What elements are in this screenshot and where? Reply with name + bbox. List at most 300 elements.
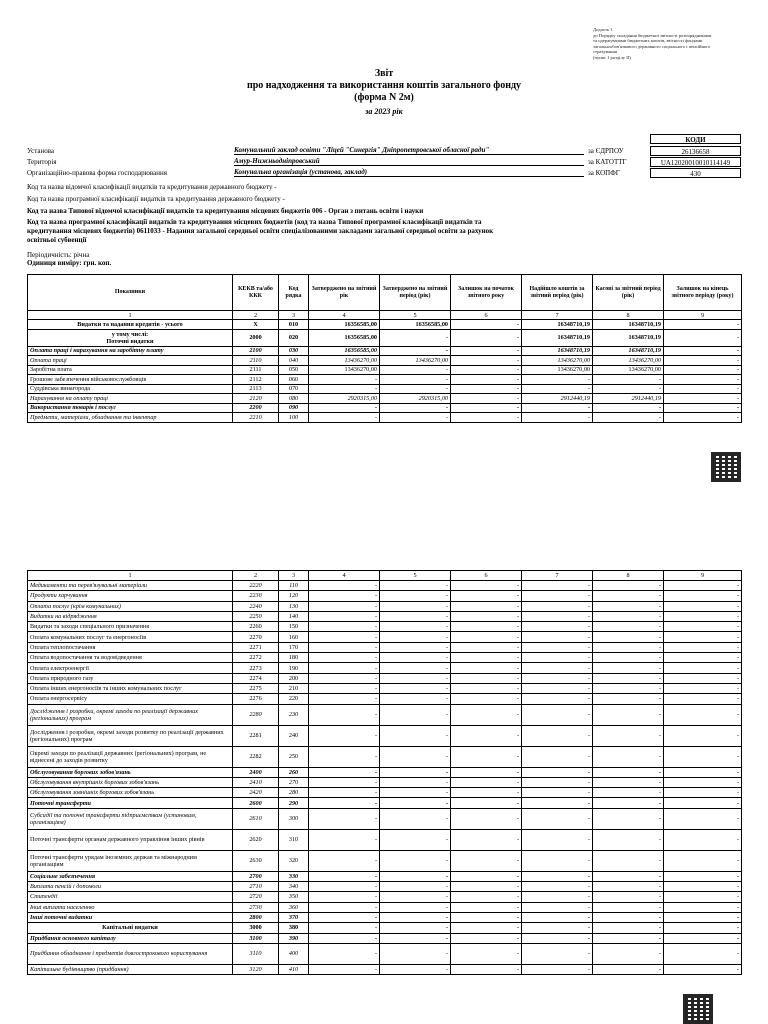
row-code: 270 [279,777,309,787]
value-cell: - [664,767,742,777]
row-label: Поточні трансферти [28,798,233,808]
value-cell: - [664,591,742,601]
value-cell: - [309,384,380,394]
value-cell: - [522,882,593,892]
row-label-line: Оплата праці [30,356,67,364]
value-cell: - [593,653,664,663]
row-code: 410 [279,964,309,974]
value-cell: - [664,704,742,725]
page-footer [27,508,741,514]
value-cell: - [451,933,522,943]
table-row [28,384,742,394]
row-label: Інші поточні видатки [28,912,233,922]
value-cell: - [380,882,451,892]
value-cell: - [380,850,451,871]
row-label-line: Використання товарів і послуг [30,404,116,412]
kekv-code: 2120 [233,394,279,404]
table-row [28,871,742,881]
value-cell: - [664,673,742,683]
periodicity: Періодичність: річна [27,251,90,259]
column-number: 3 [279,311,309,320]
value-cell: - [522,591,593,601]
column-numbers-row [28,311,742,320]
row-label: Придбання основного капіталу [28,933,233,943]
value-cell: 16356585,00 [309,329,380,346]
value-cell: - [451,694,522,704]
kekv-code: 2630 [233,850,279,871]
value-cell: - [451,798,522,808]
value-cell: - [380,767,451,777]
table-row [28,632,742,642]
row-code: 050 [279,365,309,375]
value-cell: - [593,850,664,871]
row-code: 200 [279,673,309,683]
column-number: 7 [522,571,593,581]
row-code: 060 [279,375,309,385]
value-cell: 2920315,00 [309,394,380,404]
qr-code-icon [711,452,741,482]
value-cell: - [451,622,522,632]
value-cell: - [451,365,522,375]
value-cell: - [380,923,451,933]
row-code: 360 [279,902,309,912]
column-header: Затверджено на звітний період (рік) [380,275,451,311]
value-cell: - [309,725,380,746]
value-cell: - [664,632,742,642]
value-cell: - [522,943,593,964]
value-cell: - [593,871,664,881]
row-code: 120 [279,591,309,601]
table-row [28,365,742,375]
row-label-line: Заробітна плата [30,366,72,374]
value-cell: - [451,611,522,621]
value-cell: - [451,704,522,725]
value-cell: - [309,403,380,413]
column-number: 5 [380,311,451,320]
row-label-line: Нарахування на оплату праці [30,394,109,402]
row-label-line: у тому числі: [111,330,149,338]
value-cell: - [522,892,593,902]
value-cell: - [380,704,451,725]
value-cell: - [593,777,664,787]
row-code: 280 [279,788,309,798]
row-code: 390 [279,933,309,943]
value-cell: - [451,642,522,652]
value-cell: - [522,871,593,881]
table-row [28,912,742,922]
table-row [28,642,742,652]
table-row [28,601,742,611]
value-cell: - [593,413,664,423]
table-row [28,356,742,366]
info-value: Амур-Нижньодніпровський [234,157,584,166]
value-cell: - [664,871,742,881]
value-cell: - [522,611,593,621]
value-cell: - [522,704,593,725]
report-table-page2 [27,570,742,975]
value-cell: - [380,591,451,601]
value-cell: - [380,642,451,652]
kekv-code: 2274 [233,673,279,683]
value-cell: 16356585,00 [309,320,380,330]
kekv-code: 3110 [233,943,279,964]
value-cell: - [451,591,522,601]
value-cell: - [380,384,451,394]
column-number: 2 [233,311,279,320]
row-code: 150 [279,622,309,632]
value-cell: - [380,943,451,964]
row-code: 110 [279,581,309,591]
row-code: 070 [279,384,309,394]
table-row [28,829,742,850]
value-cell: - [593,912,664,922]
value-cell: - [593,642,664,652]
table-row [28,329,742,346]
row-label: Дослідження і розробки, окремі заходи по реалізації державних (регіональних) програм [28,704,233,725]
value-cell: - [664,882,742,892]
row-label: Дослідження і розробки, окремі заходи розвитку по реалізації державних (регіональних) програм [28,725,233,746]
kekv-code: 2400 [233,767,279,777]
kekv-code: 2111 [233,365,279,375]
column-number: 8 [593,311,664,320]
value-cell: - [380,581,451,591]
value-cell: - [593,673,664,683]
value-cell: - [380,777,451,787]
value-cell: - [380,694,451,704]
value-cell: - [664,694,742,704]
value-cell: - [664,892,742,902]
value-cell: 16356585,00 [309,346,380,356]
kekv-code: 2110 [233,356,279,366]
value-cell: - [451,375,522,385]
value-cell: - [664,413,742,423]
table-row [28,611,742,621]
value-cell: - [380,673,451,683]
value-cell: - [664,808,742,829]
value-cell: - [451,892,522,902]
value-cell: - [451,683,522,693]
table-row [28,320,742,330]
row-label [28,413,233,423]
value-cell: - [522,581,593,591]
info-label: Територія [27,158,57,166]
column-header: Касові за звітний період (рік) [593,275,664,311]
value-cell: - [664,611,742,621]
value-cell: 13436270,00 [309,356,380,366]
value-cell: - [664,923,742,933]
value-cell: - [451,413,522,423]
row-code: 290 [279,798,309,808]
row-label [28,403,233,413]
value-cell: - [451,882,522,892]
row-code: 080 [279,394,309,404]
value-cell: - [309,902,380,912]
kekv-code: 3100 [233,933,279,943]
value-cell: - [309,943,380,964]
row-code: 040 [279,356,309,366]
value-cell: - [664,375,742,385]
value-cell: - [309,912,380,922]
value-cell: - [522,683,593,693]
value-cell: - [593,591,664,601]
column-number: 8 [593,571,664,581]
column-number: 4 [309,571,380,581]
row-code: 250 [279,746,309,767]
info-label: Організаційно-правова форма господарювання [27,169,167,177]
value-cell: - [451,581,522,591]
value-cell: - [451,356,522,366]
table-row [28,663,742,673]
value-cell: - [380,902,451,912]
value-cell: - [451,403,522,413]
value-cell: - [664,798,742,808]
value-cell: - [522,923,593,933]
classification-line: кредитування місцевих бюджетів) 0611033 - Надання загальної середньої освіти спеціалізованими закладами загальної середньої освіти за рахунок [27,227,494,235]
code-value: 430 [650,168,741,178]
kekv-code: 2100 [233,346,279,356]
row-label: Окремі заходи по реалізації державних (регіональних) програм, не віднесені до заходів розвитку [28,746,233,767]
row-code: 240 [279,725,309,746]
value-cell: - [380,601,451,611]
column-header: Залишок на кінець звітного періоду (року) [664,275,742,311]
value-cell: - [593,767,664,777]
value-cell: - [522,798,593,808]
kekv-code: 2220 [233,581,279,591]
value-cell: 13436270,00 [380,356,451,366]
row-label [28,346,233,356]
value-cell: - [451,394,522,404]
kekv-code: 2112 [233,375,279,385]
value-cell: - [664,964,742,974]
kekv-code: 2420 [233,788,279,798]
value-cell: - [522,902,593,912]
codes-header: КОДИ [650,134,741,144]
value-cell: - [451,912,522,922]
value-cell: - [664,777,742,787]
row-label: Медикаменти та перев'язувальні матеріали [28,581,233,591]
value-cell: - [309,704,380,725]
value-cell: - [522,777,593,787]
kekv-code: 2282 [233,746,279,767]
value-cell: - [451,329,522,346]
row-code: 220 [279,694,309,704]
value-cell: - [664,788,742,798]
column-number: 1 [28,311,233,320]
value-cell: - [593,403,664,413]
value-cell: - [593,829,664,850]
kekv-code: 2200 [233,403,279,413]
code-value: 26136658 [650,146,741,156]
value-cell: - [664,663,742,673]
annex-note-line: до Порядку складання бюджетної звітності розпорядниками [593,32,712,38]
value-cell: - [593,902,664,912]
value-cell: - [664,329,742,346]
value-cell: - [522,632,593,642]
value-cell: - [593,933,664,943]
value-cell: - [664,746,742,767]
value-cell: - [522,642,593,652]
value-cell: 16348710,19 [593,329,664,346]
table-row [28,923,742,933]
value-cell: - [522,601,593,611]
table-row [28,788,742,798]
value-cell: - [664,403,742,413]
row-label-line: Видатки та надання кредитів - усього [77,320,183,328]
value-cell: - [522,375,593,385]
value-cell: - [380,746,451,767]
value-cell: - [522,767,593,777]
value-cell: - [380,663,451,673]
classification-line: Код та назва програмної класифікації видатків та кредитування місцевих бюджетів (код та назва Типової програмної класифікації видатків та [27,218,482,226]
value-cell: - [664,365,742,375]
row-code: 380 [279,923,309,933]
row-code: 090 [279,403,309,413]
value-cell: - [380,611,451,621]
table-row [28,882,742,892]
value-cell: - [451,663,522,673]
row-code: 020 [279,329,309,346]
value-cell: - [593,611,664,621]
table-row [28,798,742,808]
column-header: КЕКВ та/або ККК [233,275,279,311]
classification-line: Код та назва відомчої класифікації видатків та кредитування державного бюджету - [27,183,277,191]
kekv-code: 2210 [233,413,279,423]
classification-line: освітньої субвенції [27,236,87,244]
value-cell: - [451,829,522,850]
kekv-code: 3120 [233,964,279,974]
kekv-code: 2700 [233,871,279,881]
value-cell: - [451,384,522,394]
table-row [28,346,742,356]
value-cell: - [309,964,380,974]
row-label [28,375,233,385]
qr-code-icon [683,994,713,1024]
value-cell: - [451,632,522,642]
value-cell: - [451,320,522,330]
value-cell: - [309,591,380,601]
value-cell: - [664,601,742,611]
kekv-code: 2250 [233,611,279,621]
value-cell: - [593,601,664,611]
row-code: 320 [279,850,309,871]
code-label: за КОПФГ [588,169,620,177]
value-cell: - [309,798,380,808]
info-value: Комунальний заклад освіти "Ліцей "Синергія" Дніпропетровської обласної ради" [234,146,584,155]
info-label: Установа [27,147,55,155]
row-code: 340 [279,882,309,892]
value-cell: - [522,653,593,663]
table-row [28,413,742,423]
value-cell: - [522,808,593,829]
kekv-code: 3000 [233,923,279,933]
row-label-line: Поточні видатки [106,337,154,345]
value-cell: - [593,798,664,808]
row-label-line: Суддівська винагорода [30,385,91,393]
value-cell: - [380,683,451,693]
row-code: 350 [279,892,309,902]
table-row [28,591,742,601]
row-label: Обслуговування боргових зобов'язань [28,767,233,777]
table-row [28,850,742,871]
value-cell: - [593,892,664,902]
table-row [28,777,742,787]
value-cell: - [451,767,522,777]
table-row [28,403,742,413]
row-code: 160 [279,632,309,642]
value-cell: - [451,346,522,356]
value-cell: - [451,653,522,663]
value-cell: - [380,653,451,663]
column-number: 1 [28,571,233,581]
kekv-code: 2272 [233,653,279,663]
row-code: 210 [279,683,309,693]
column-header: Код рядка [279,275,309,311]
row-label: Соціальне забезпечення [28,871,233,881]
value-cell: - [593,384,664,394]
value-cell: - [593,663,664,673]
value-cell: - [309,777,380,787]
table-row [28,683,742,693]
value-cell: - [522,663,593,673]
row-label [28,320,233,330]
table-header-row [28,275,742,311]
column-number: 3 [279,571,309,581]
kekv-code: 2270 [233,632,279,642]
row-label: Оплата природного газу [28,673,233,683]
row-label: Обслуговування зовнішніх боргових зобов'язань [28,788,233,798]
value-cell: - [380,808,451,829]
value-cell: - [664,642,742,652]
row-label [28,394,233,404]
row-code: 130 [279,601,309,611]
table-row [28,964,742,974]
row-label: Оплата електроенергії [28,663,233,673]
annex-note-line: страхування [593,49,618,55]
row-label: Капітальні видатки [28,923,233,933]
table-row [28,704,742,725]
annex-note-line: Додаток 1 [593,27,613,32]
row-code: 310 [279,829,309,850]
value-cell: - [664,725,742,746]
value-cell: - [309,663,380,673]
row-label: Виплата пенсій і допомоги [28,882,233,892]
value-cell: - [309,808,380,829]
value-cell: - [593,746,664,767]
column-header: Залишок на початок звітного року [451,275,522,311]
value-cell: - [451,902,522,912]
row-label: Субсидії та поточні трансферти підприємствам (установам, організаціям) [28,808,233,829]
value-cell: - [309,642,380,652]
value-cell: - [593,725,664,746]
value-cell: - [309,882,380,892]
value-cell: - [309,683,380,693]
value-cell: - [309,375,380,385]
value-cell: - [309,923,380,933]
row-label: Оплата комунальних послуг та енергоносіїв [28,632,233,642]
value-cell: - [522,403,593,413]
value-cell: 16348710,19 [522,346,593,356]
unit: Одиниця виміру: грн. коп. [27,259,112,267]
value-cell: - [593,622,664,632]
table-row [28,767,742,777]
column-number: 6 [451,311,522,320]
value-cell: 16348710,19 [593,320,664,330]
kekv-code: 2240 [233,601,279,611]
annex-note-line: загальнообов'язкового державного соціального і пенсійного [593,43,711,49]
table-row [28,622,742,632]
column-header: Надійшло коштів за звітний період (рік) [522,275,593,311]
value-cell: - [593,704,664,725]
